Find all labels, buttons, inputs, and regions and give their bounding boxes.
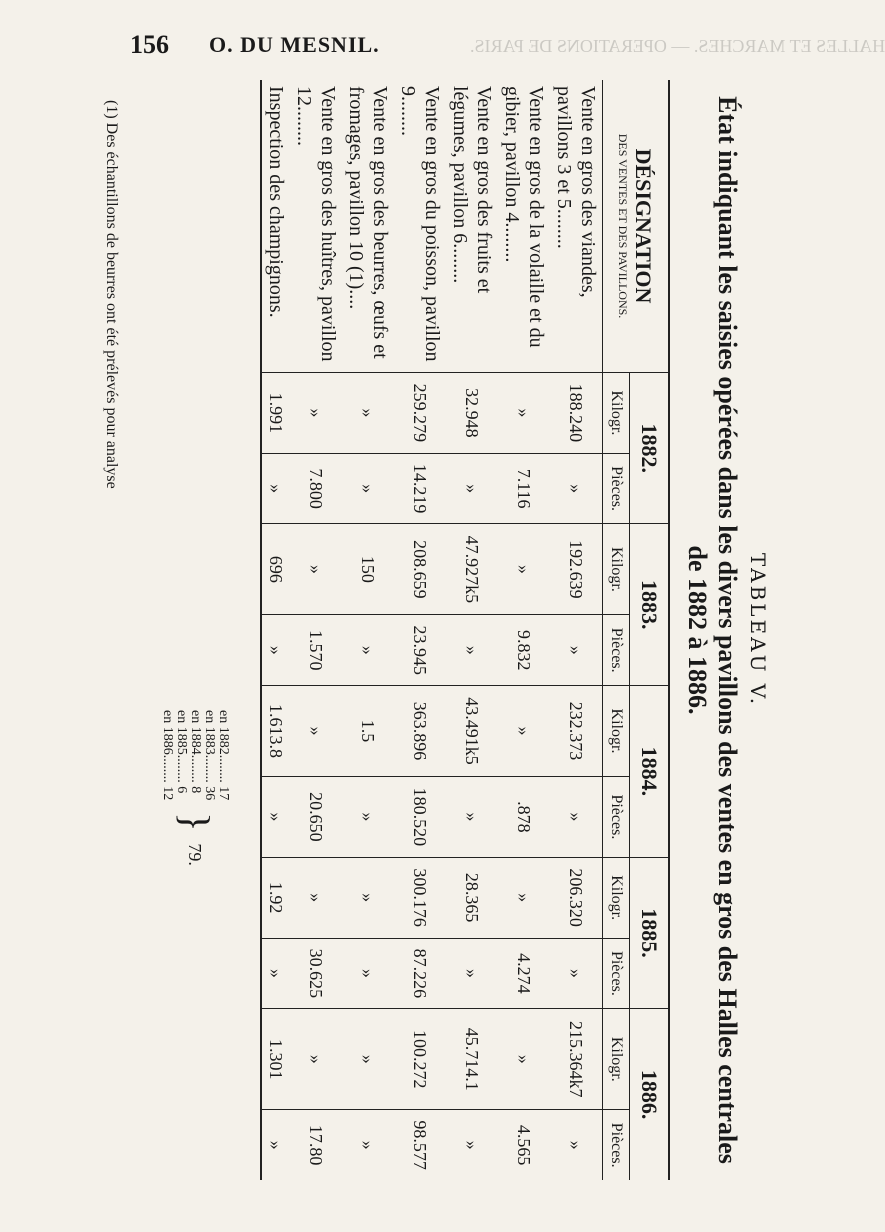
- year-header: 1885.: [630, 857, 670, 1008]
- table-cell: 1.92: [261, 857, 290, 938]
- unit-header: Pièces.: [603, 1110, 630, 1180]
- table-cell: 23.945: [394, 615, 446, 686]
- table-cell: 206.320: [550, 857, 603, 938]
- table-cell: 28.365: [446, 857, 498, 938]
- analysis-total: 79.: [185, 843, 206, 866]
- table-row: [498, 80, 550, 1180]
- row-label: Vente en gros des fruits et légumes, pavillon 6........: [449, 86, 495, 294]
- table-cell: 4.274: [498, 938, 550, 1009]
- row-label: Vente en gros de la volaille et du gibier, pavillon 4........: [501, 86, 547, 348]
- table-cell: »: [342, 1009, 394, 1110]
- table-cell: 1.570: [290, 615, 342, 686]
- table-cell: »: [550, 776, 603, 857]
- table-cell: »: [446, 938, 498, 1009]
- unit-header: Kilogr.: [603, 686, 630, 777]
- table-cell: »: [342, 373, 394, 454]
- unit-header: Kilogr.: [603, 857, 630, 938]
- table-cell: 9.832: [498, 615, 550, 686]
- footnote: (1) Des échantillons de beurres ont été prélevés pour analyse: [103, 100, 120, 489]
- unit-header: Pièces.: [603, 776, 630, 857]
- unit-header: Kilogr.: [603, 524, 630, 615]
- analysis-summary: en 1882........ 17 en 1883........ 36 en 1884........ 8 en 1885........ 6 en 1886........ 12 } 79.: [160, 710, 231, 866]
- table-cell: »: [261, 938, 290, 1009]
- table-cell: 215.364k7: [550, 1009, 603, 1110]
- year-header: 1886.: [630, 1009, 670, 1180]
- unit-header: Kilogr.: [603, 373, 630, 454]
- table-cell: 188.240: [550, 373, 603, 454]
- table-cell: »: [290, 686, 342, 777]
- unit-header: Pièces.: [603, 615, 630, 686]
- table-cell: »: [342, 857, 394, 938]
- year-header: 1882.: [630, 373, 670, 524]
- table-cell: »: [342, 615, 394, 686]
- table-cell: 14.219: [394, 453, 446, 524]
- table-cell: 4.565: [498, 1110, 550, 1180]
- table-cell: 1.613.8: [261, 686, 290, 777]
- table-cell: »: [550, 453, 603, 524]
- table-cell: 45.714.1: [446, 1009, 498, 1110]
- row-label: Vente en gros des beurres, œufs et fromages, pavillon 10 (1)....: [345, 86, 391, 359]
- year-header: 1883.: [630, 524, 670, 686]
- table-cell: »: [342, 1110, 394, 1180]
- table-cell: 208.659: [394, 524, 446, 615]
- table-cell: »: [290, 524, 342, 615]
- table-title-block: [682, 80, 770, 1180]
- table-cell: »: [446, 453, 498, 524]
- table-cell: »: [446, 776, 498, 857]
- table-cell: 696: [261, 524, 290, 615]
- table-cell: »: [342, 453, 394, 524]
- table-cell: »: [290, 373, 342, 454]
- table-row: [446, 80, 498, 1180]
- table-row: [550, 80, 603, 1180]
- table-cell: »: [342, 938, 394, 1009]
- unit-header: Kilogr.: [603, 1009, 630, 1110]
- table-cell: 232.373: [550, 686, 603, 777]
- table-cell: 30.625: [290, 938, 342, 1009]
- table-cell: »: [261, 1110, 290, 1180]
- table-cell: »: [342, 776, 394, 857]
- table-cell: 100.272: [394, 1009, 446, 1110]
- table-cell: 7.116: [498, 453, 550, 524]
- table-cell: .878: [498, 776, 550, 857]
- table-title: État indiquant les saisies opérées dans les divers pavillons des ventes en gros des Halles centrales de 1882 à 1886.: [683, 96, 742, 1164]
- table-cell: »: [290, 1009, 342, 1110]
- table-cell: 363.896: [394, 686, 446, 777]
- seizures-table: [260, 80, 670, 1180]
- unit-header: Pièces.: [603, 938, 630, 1009]
- unit-header: Pièces.: [603, 453, 630, 524]
- table-cell: 192.639: [550, 524, 603, 615]
- row-label: Vente en gros des huîtres, pavillon 12........: [293, 86, 339, 362]
- table-row: [394, 80, 446, 1180]
- table-cell: »: [261, 615, 290, 686]
- table-cell: 1.991: [261, 373, 290, 454]
- table-cell: »: [446, 615, 498, 686]
- table-cell: »: [446, 1110, 498, 1180]
- table-cell: 7.800: [290, 453, 342, 524]
- table-cell: »: [498, 524, 550, 615]
- analysis-list: [160, 710, 230, 800]
- running-head: O. DU MESNIL.: [209, 32, 380, 57]
- table-cell: »: [550, 1110, 603, 1180]
- table-cell: »: [550, 615, 603, 686]
- designation-header: DÉSIGNATION DES VENTES ET DES PAVILLONS.: [603, 80, 670, 373]
- table-cell: 180.520: [394, 776, 446, 857]
- analysis-item: en 1882........ 17: [216, 710, 231, 801]
- header-row-years: [630, 80, 670, 1180]
- row-label: Inspection des champignons.: [265, 86, 287, 318]
- table-cell: »: [261, 453, 290, 524]
- table-number: TABLEAU V.: [746, 552, 770, 708]
- table-cell: »: [498, 857, 550, 938]
- table-row: [261, 80, 290, 1180]
- analysis-item: en 1883........ 36: [202, 710, 217, 801]
- table-cell: »: [261, 776, 290, 857]
- table-cell: »: [498, 373, 550, 454]
- page-number: 156: [130, 30, 169, 59]
- analysis-item: en 1886........ 12: [160, 710, 175, 801]
- table-row: [290, 80, 342, 1180]
- table-cell: 98.577: [394, 1110, 446, 1180]
- table-cell: 32.948: [446, 373, 498, 454]
- table-cell: 1.301: [261, 1009, 290, 1110]
- row-label: Vente en gros du poisson, pavillon 9........: [397, 86, 443, 362]
- analysis-item: en 1884........ 8: [188, 710, 203, 794]
- table-row: [342, 80, 394, 1180]
- table-cell: 150: [342, 524, 394, 615]
- table-cell: 1.5: [342, 686, 394, 777]
- table-cell: 300.176: [394, 857, 446, 938]
- table-cell: »: [550, 938, 603, 1009]
- analysis-item: en 1885........ 6: [174, 710, 189, 794]
- table-cell: 259.279: [394, 373, 446, 454]
- year-header: 1884.: [630, 686, 670, 858]
- table-cell: 43.491k5: [446, 686, 498, 777]
- table-cell: 17.80: [290, 1110, 342, 1180]
- table-cell: »: [498, 1009, 550, 1110]
- table-cell: 20.650: [290, 776, 342, 857]
- table-cell: »: [498, 686, 550, 777]
- table-cell: 47.927k5: [446, 524, 498, 615]
- table-cell: 87.226: [394, 938, 446, 1009]
- table-cell: »: [290, 857, 342, 938]
- rotated-table-wrapper: [0, 80, 770, 1180]
- row-label: Vente en gros des viandes, pavillons 3 et 5........: [553, 86, 599, 298]
- bleed-through-text: HALLES ET MARCHES. — OPERATIONS DE PARIS.: [470, 36, 885, 56]
